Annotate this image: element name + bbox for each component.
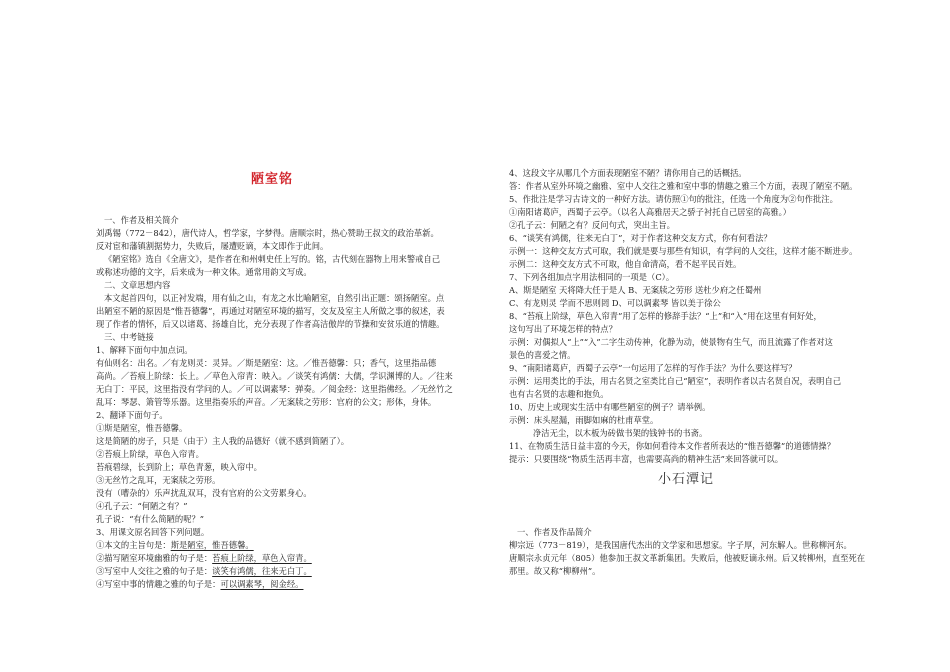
answer-prompt: ②描写陋室环境幽雅的句子是： <box>96 553 213 563</box>
text-line: 或称述功德的文字，后来成为一种文体。通常用韵文写成。 <box>96 267 312 277</box>
text-line: 现了作者的情怀，后又以诸葛、扬雄自比，充分表现了作者高洁傲岸的节操和安贫乐道的情趣。 <box>96 319 445 329</box>
answer-line <box>96 566 312 577</box>
article-title-xiao-shi-tan-ji: 小石潭记 <box>657 472 714 487</box>
article-title-lou-shi-ming: 陋室铭 <box>250 172 293 187</box>
question-line: 10、历史上或现实生活中有哪些陋室的例子？请举例。 <box>509 402 711 412</box>
text-line: 柳宗远（773－819），是我国唐代杰出的文学家和思想家。字子厚，河东解人。世称柳河东。 <box>509 540 852 550</box>
option-line: C、有龙则灵 学而不思则罔 D、可以调素琴 皆以美于徐公 <box>509 298 721 308</box>
text-line: 答：作者从室外环境之幽雅、室中人交往之雅和室中事的情趣之雅三个方面，表现了陋室不陋。 <box>509 181 858 191</box>
text-line: 《陋室铭》选自《全唐文》，是作者在和州刺史任上写的。铭，古代刻在器物上用来警戒自己 <box>104 254 441 264</box>
text-line: 无白丁：平民，这里指没有学问的人。／可以调素琴：弹奏。／阅金经：这里指佛经。／无丝竹之 <box>96 384 453 394</box>
text-line: 出陋室不陋的原因是“惟吾德馨”，再通过对陋室环境的描写，交友及室主人所做之事的叙述，表 <box>96 306 445 316</box>
section-heading: 一、作者及相关简介 <box>104 215 179 225</box>
question-line: 2、翻译下面句子。 <box>96 410 168 420</box>
text-line: 示例二：这种交友方式不可取，他自命清高，看不起平民百姓。 <box>509 259 742 269</box>
answer-line <box>96 579 303 590</box>
text-line: 刘禹锡（772－842），唐代诗人，哲学家，字梦得。唐顺宗时，热心赞助王叔文的政治革新。 <box>96 228 439 238</box>
answer-prompt: ③写室中人交往之雅的句子是： <box>96 566 213 576</box>
question-line: 7、下列各组加点字用法相同的一项是（C）。 <box>509 272 675 282</box>
text-line: 高尚。／苔痕上阶绿：长上。／草色入帘青：映入。／谈笑有鸿儒：大儒，学识渊博的人。／往来 <box>96 371 453 381</box>
question-line: 9、“南阳诸葛庐，西蜀子云亭”一句运用了怎样的写作手法？为什么要这样写？ <box>509 363 797 373</box>
text-line: 提示：只要围绕“物质生活再丰富，也需要高尚的精神生活”来回答就可以。 <box>509 454 783 464</box>
text-line: 孔子说：“有什么简陋的呢？” <box>96 514 205 524</box>
text-line: 景色的喜爱之情。 <box>509 350 576 360</box>
question-line: 6、“谈笑有鸿儒，往来无白丁”，对于作者这种交友方式，你有何看法？ <box>509 233 772 243</box>
answer-line <box>96 540 254 551</box>
text-line: 这是简陋的房子，只是（由于）主人我的品德好（就不感到简陋了）。 <box>96 436 350 446</box>
text-line: 乱耳：琴瑟、箫管等乐器。这里指奏乐的声音。／无案牍之劳形：官府的公文；形体，身体。 <box>96 397 437 407</box>
text-line: 示例：对偶拟人“上”“入”二字生动传神，化静为动，使景物有生气，而且流露了作者对这 <box>509 337 833 347</box>
option-line: A、斯是陋室 天将降大任于是人 B、无案牍之劳形 送杜少府之任蜀州 <box>509 285 762 295</box>
text-line: ③无丝竹之乱耳，无案牍之劳形。 <box>96 475 221 485</box>
question-line: 11、在物质生活日益丰富的今天，你如何看待本文作者所表达的“惟吾德馨”的道德情操？ <box>509 441 836 451</box>
text-line: ①斯是陋室，惟吾德馨。 <box>96 423 188 433</box>
answer-prompt: ①本文的主旨句是： <box>96 540 171 550</box>
question-line: 3、用课文原名回答下列问题。 <box>96 527 210 537</box>
text-line: 也有古名贤的志趣和抱负。 <box>509 389 609 399</box>
text-line: 本文起首四句，以正衬发端，用有仙之山，有龙之水比喻陋室，自然引出正题：颂扬陋室。点 <box>104 293 445 303</box>
text-line: 有仙则名：出名。／有龙则灵：灵异。／斯是陋室：这。／惟吾德馨：只；香气，这里指品德 <box>96 358 437 368</box>
answer-line <box>96 553 312 564</box>
text-line: 那里。故又称“柳柳州”。 <box>509 566 601 576</box>
question-line: 1、解释下面句中加点词。 <box>96 345 193 355</box>
text-line: 苔痕碧绿，长到阶上；草色青葱，映入帘中。 <box>96 462 262 472</box>
underlined-answer: 苔痕上阶绿，草色入帘青。 <box>212 553 312 563</box>
text-line: 示例：床头屋漏，雨脚如麻的杜甫草堂。 <box>509 415 659 425</box>
text-line: 净洁无尘，以木板为砖做书架的钱钟书的书斋。 <box>533 428 708 438</box>
question-line: 8、“苔痕上阶绿，草色入帘青”用了怎样的修辞手法？“上”和“入”用在这里有何好处， <box>509 311 822 321</box>
text-line: ①南阳诸葛庐，西蜀子云亭。（以名人高雅居天之骄子衬托自己居室的高雅。） <box>509 207 792 217</box>
answer-prompt: ④写室中事的情趣之雅的句子是： <box>96 579 221 589</box>
underlined-answer: 斯是陋室，惟吾德馨。 <box>170 540 254 550</box>
underlined-answer: 谈笑有鸿儒，往来无白丁。 <box>212 566 312 576</box>
text-line: 没有（嘈杂的）乐声扰乱双耳，没有官府的公文劳累身心。 <box>96 488 312 498</box>
text-line: 示例一：这种交友方式可取，我们就是要与那些有知识，有学问的人交往，这样才能不断进步。 <box>509 246 858 256</box>
section-heading: 二、文章思想内容 <box>104 280 171 290</box>
text-line: ②孔子云：何陋之有？反问句式，突出主旨。 <box>509 220 675 230</box>
text-line: 唐顺宗永贞元年（805）他参加王叔文革新集团。失败后，他被贬谪永州。后又转柳州，直至死在 <box>509 553 866 563</box>
text-line: 反对宦和藩镇割据势力，失败后，屡遭贬谪，本文即作于此间。 <box>96 241 329 251</box>
underlined-answer: 可以调素琴，阅金经。 <box>220 579 304 589</box>
question-line: 4、这段文字从哪几个方面表现陋室不陋？请你用自己的话概括。 <box>509 168 747 178</box>
text-line: ②苔痕上阶绿，草色入帘青。 <box>96 449 204 459</box>
text-line: 这句写出了环境怎样的特点？ <box>509 324 617 334</box>
question-line: 5、作批注是学习古诗文的一种好方法。请仿照①句的批注，任选一个角度为②句作批注。 <box>509 194 838 204</box>
section-heading: 三、中考链接 <box>104 332 154 342</box>
section-heading: 一、作者及作品简介 <box>517 527 592 537</box>
text-line: ④孔子云：“何陋之有？” <box>96 501 188 511</box>
text-line: 示例：运用类比的手法，用古名贤之室类比自己“陋室”，表明作者以古名贤自况，表明自己 <box>509 376 842 386</box>
